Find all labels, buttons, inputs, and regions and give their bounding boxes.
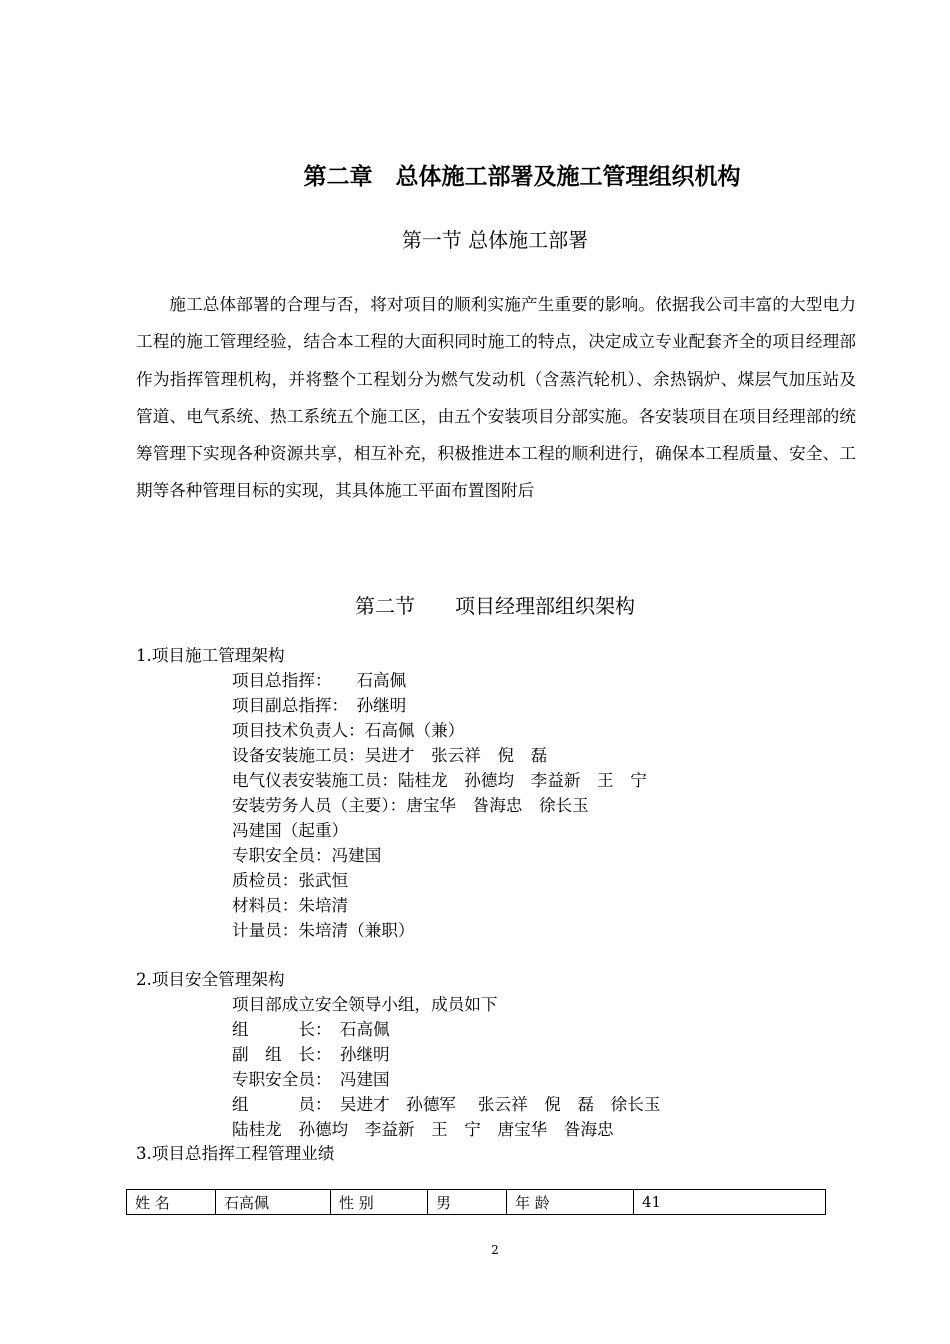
intro-paragraph: 施工总体部署的合理与否，将对项目的顺利实施产生重要的影响。依据我公司丰富的大型电力工程的施工管理经验，结合本工程的大面积同时施工的特点，决定成立专业配套齐全的项目经理部作为指挥管理机构，并将整个工程划分为燃气发动机（含蒸汽轮机）、余热锅炉、煤层气加压站及管道、电气系统、热工系统五个施工区，由五个安装项目分部实施。各安装项目在项目经理部的统筹管理下实现各种资源共享，相互补充，积极推进本工程的顺利进行，确保本工程质量、安全、工期等各种管理目标的实现，其具体施工平面布置图附后 — [136, 295, 856, 501]
org-line: 专职安全员：冯建国 — [232, 846, 382, 865]
page-number: 2 — [491, 1243, 499, 1257]
name-label-cell: 姓 名 — [127, 1190, 216, 1215]
org-heading: 1.项目施工管理架构 — [136, 646, 285, 665]
safety-line: 副 组 长： 孙继明 — [232, 1045, 390, 1064]
org-line: 冯建国（起重） — [232, 821, 349, 840]
org-line: 质检员：张武恒 — [232, 871, 349, 890]
org-line: 计量员：朱培清（兼职） — [232, 921, 415, 940]
safety-line: 专职安全员： 冯建国 — [232, 1070, 390, 1089]
name-value-cell: 石高佩 — [216, 1190, 331, 1215]
table-row — [127, 1190, 826, 1215]
org-line: 设备安装施工员：吴进才 张云祥 倪 磊 — [232, 746, 548, 765]
org-line: 安装劳务人员（主要）：唐宝华 昝海忠 徐长玉 — [232, 796, 589, 815]
safety-heading: 2.项目安全管理架构 — [136, 970, 285, 989]
gender-value-cell: 男 — [428, 1190, 507, 1215]
org-line: 电气仪表安装施工员：陆桂龙 孙德均 李益新 王 宁 — [232, 771, 647, 790]
safety-line: 组 员： 吴进才 孙德军 张云祥 倪 磊 徐长玉 — [232, 1095, 661, 1114]
safety-line: 陆桂龙 孙德均 李益新 王 宁 唐宝华 昝海忠 — [232, 1120, 614, 1139]
org-line: 材料员：朱培清 — [232, 896, 349, 915]
section-2-title: 第二节 项目经理部组织架构 — [355, 594, 635, 618]
chapter-title: 第二章 总体施工部署及施工管理组织机构 — [303, 164, 741, 190]
safety-line: 项目部成立安全领导小组，成员如下 — [232, 995, 498, 1014]
gender-label-cell: 性 别 — [331, 1190, 428, 1215]
record-heading: 3.项目总指挥工程管理业绩 — [136, 1144, 335, 1163]
safety-line: 组 长： 石高佩 — [232, 1020, 390, 1039]
org-line: 项目技术负责人：石高佩（兼） — [232, 721, 465, 740]
profile-table — [126, 1189, 826, 1215]
org-line: 项目总指挥： 石高佩 — [232, 671, 407, 690]
section-1-title: 第一节 总体施工部署 — [401, 228, 589, 252]
age-label-cell: 年 龄 — [507, 1190, 634, 1215]
org-line: 项目副总指挥： 孙继明 — [232, 696, 407, 715]
age-value-cell: 41 — [634, 1190, 826, 1215]
